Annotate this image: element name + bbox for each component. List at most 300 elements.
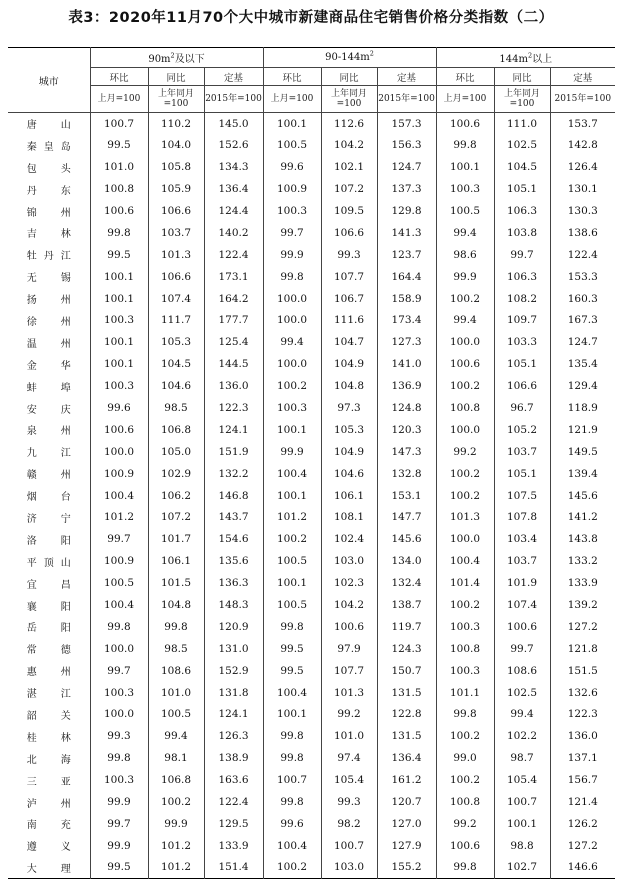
index-value-cell: 100.4 <box>90 594 148 616</box>
city-name-cell: 桂林 <box>8 725 90 747</box>
index-value-cell: 100.0 <box>90 441 148 463</box>
index-value-cell: 100.3 <box>263 397 321 419</box>
index-value-cell: 152.9 <box>204 660 263 682</box>
city-name-cell: 牡丹江 <box>8 244 90 266</box>
index-value-cell: 101.3 <box>321 682 377 704</box>
index-value-cell: 100.2 <box>436 463 494 485</box>
index-value-cell: 100.9 <box>263 178 321 200</box>
index-value-cell: 131.5 <box>377 725 436 747</box>
index-value-cell: 138.6 <box>567 226 598 239</box>
index-value-cell: 131.0 <box>204 638 263 660</box>
index-value-cell: 100.3 <box>90 310 148 332</box>
index-value-cell: 99.5 <box>90 857 148 879</box>
index-value-cell: 132.2 <box>204 463 263 485</box>
index-value-cell: 122.4 <box>204 244 263 266</box>
index-value-cell: 134.0 <box>377 550 436 572</box>
sub-header-fixed-base: 定基 <box>377 68 436 86</box>
index-value-cell: 104.5 <box>494 156 550 178</box>
table-row <box>8 813 615 835</box>
table-title: 表3：2020年11月70个大中城市新建商品住宅销售价格分类指数（二） <box>68 10 554 26</box>
index-value-cell: 100.1 <box>436 156 494 178</box>
index-value-cell: 99.5 <box>263 638 321 660</box>
index-value-cell: 99.2 <box>436 441 494 463</box>
index-value-cell: 110.2 <box>148 113 204 135</box>
index-value-cell: 101.3 <box>148 244 204 266</box>
index-value-cell: 126.4 <box>567 161 598 174</box>
index-value-cell: 105.4 <box>494 769 550 791</box>
index-value-cell: 102.5 <box>494 134 550 156</box>
index-value-cell: 121.4 <box>567 796 598 809</box>
city-name-cell: 烟台 <box>8 485 90 507</box>
group-header-144-above: $144m^2$以上 <box>436 48 615 68</box>
index-value-cell: 106.3 <box>494 266 550 288</box>
index-value-cell: 100.3 <box>90 769 148 791</box>
index-value-cell: 100.2 <box>436 725 494 747</box>
index-value-cell: 99.4 <box>436 310 494 332</box>
index-value-cell: 127.9 <box>377 835 436 857</box>
index-value-cell: 100.9 <box>90 463 148 485</box>
index-value-cell: 99.9 <box>436 266 494 288</box>
table-row <box>8 835 615 857</box>
table-row <box>8 244 615 266</box>
index-value-cell: 105.3 <box>148 331 204 353</box>
index-value-cell: 100.0 <box>436 419 494 441</box>
sub-header-mom: 环比 <box>263 68 321 86</box>
index-value-cell: 153.1 <box>377 485 436 507</box>
city-name-cell: 常德 <box>8 638 90 660</box>
index-value-cell: 101.0 <box>321 725 377 747</box>
index-value-cell: 109.7 <box>494 310 550 332</box>
index-value-cell: 119.7 <box>377 616 436 638</box>
index-value-cell: 120.3 <box>377 419 436 441</box>
index-value-cell: 130.3 <box>567 205 598 217</box>
index-value-cell: 120.9 <box>204 616 263 638</box>
table-row <box>8 353 615 375</box>
index-value-cell: 98.5 <box>148 638 204 660</box>
index-value-cell: 104.8 <box>321 375 377 397</box>
index-value-cell: 108.6 <box>494 660 550 682</box>
index-value-cell: 100.6 <box>90 419 148 441</box>
index-value-cell: 122.4 <box>204 791 263 813</box>
index-value-cell: 100.5 <box>148 704 204 726</box>
index-value-cell: 102.9 <box>148 463 204 485</box>
table-row <box>8 375 615 397</box>
index-value-cell: 104.6 <box>148 375 204 397</box>
index-value-cell: 100.2 <box>148 791 204 813</box>
index-value-cell: 132.4 <box>377 572 436 594</box>
base-label-last-month: 上月=100 <box>263 86 321 113</box>
table-row <box>8 725 615 747</box>
group-header-90-144: $90-144m^2$ <box>263 48 436 68</box>
index-value-cell: 100.0 <box>263 310 321 332</box>
index-value-cell: 133.2 <box>567 555 598 568</box>
index-value-cell: 103.7 <box>494 550 550 572</box>
index-value-cell: 103.7 <box>494 441 550 463</box>
index-value-cell: 105.1 <box>494 353 550 375</box>
index-value-cell: 122.4 <box>567 248 598 261</box>
table-row <box>8 594 615 616</box>
index-value-cell: 101.0 <box>148 682 204 704</box>
city-name-cell: 九江 <box>8 441 90 463</box>
index-value-cell: 101.2 <box>148 835 204 857</box>
index-value-cell: 100.4 <box>90 485 148 507</box>
index-value-cell: 152.6 <box>204 134 263 156</box>
sub-header-mom: 环比 <box>90 68 148 86</box>
index-value-cell: 107.2 <box>148 507 204 529</box>
index-value-cell: 99.9 <box>263 441 321 463</box>
index-value-cell: 99.0 <box>436 747 494 769</box>
index-value-cell: 147.7 <box>377 507 436 529</box>
index-value-cell: 129.8 <box>377 200 436 222</box>
index-value-cell: 100.0 <box>436 331 494 353</box>
index-value-cell: 97.3 <box>321 397 377 419</box>
index-value-cell: 104.0 <box>148 134 204 156</box>
index-value-cell: 100.8 <box>436 791 494 813</box>
index-value-cell: 105.2 <box>494 419 550 441</box>
city-name-cell: 洛阳 <box>8 528 90 550</box>
index-value-cell: 100.1 <box>263 113 321 135</box>
index-value-cell: 100.7 <box>321 835 377 857</box>
index-value-cell: 99.8 <box>263 266 321 288</box>
index-value-cell: 137.1 <box>567 752 598 765</box>
index-value-cell: 141.0 <box>377 353 436 375</box>
index-value-cell: 111.6 <box>321 310 377 332</box>
index-value-cell: 100.1 <box>494 813 550 835</box>
index-value-cell: 126.2 <box>567 817 598 830</box>
index-value-cell: 105.8 <box>148 156 204 178</box>
index-value-cell: 106.1 <box>148 550 204 572</box>
city-name-cell: 宜昌 <box>8 572 90 594</box>
city-name-cell: 北海 <box>8 747 90 769</box>
index-value-cell: 99.8 <box>263 616 321 638</box>
index-value-cell: 105.1 <box>494 463 550 485</box>
city-name-cell: 遵义 <box>8 835 90 857</box>
index-value-cell: 161.2 <box>377 769 436 791</box>
index-value-cell: 98.6 <box>436 244 494 266</box>
index-value-cell: 104.9 <box>321 441 377 463</box>
index-value-cell: 100.2 <box>436 485 494 507</box>
index-value-cell: 100.5 <box>263 594 321 616</box>
index-value-cell: 106.8 <box>148 419 204 441</box>
index-value-cell: 103.4 <box>494 528 550 550</box>
city-name-cell: 秦皇岛 <box>8 134 90 156</box>
index-value-cell: 104.5 <box>148 353 204 375</box>
index-value-cell: 100.5 <box>436 200 494 222</box>
index-value-cell: 105.9 <box>148 178 204 200</box>
index-value-cell: 107.2 <box>321 178 377 200</box>
index-value-cell: 100.9 <box>90 550 148 572</box>
index-value-cell: 99.8 <box>436 704 494 726</box>
table-row <box>8 200 615 222</box>
city-name-cell: 无锡 <box>8 266 90 288</box>
index-value-cell: 100.2 <box>436 769 494 791</box>
index-value-cell: 107.8 <box>494 507 550 529</box>
index-value-cell: 99.8 <box>148 616 204 638</box>
index-value-cell: 103.3 <box>494 331 550 353</box>
sub-header-yoy: 同比 <box>148 68 204 86</box>
city-name-cell: 徐州 <box>8 310 90 332</box>
index-value-cell: 100.6 <box>90 200 148 222</box>
index-value-cell: 134.3 <box>204 156 263 178</box>
index-value-cell: 99.8 <box>263 791 321 813</box>
index-value-cell: 124.7 <box>377 156 436 178</box>
index-value-cell: 101.5 <box>148 572 204 594</box>
index-value-cell: 100.1 <box>90 288 148 310</box>
index-value-cell: 98.5 <box>148 397 204 419</box>
index-value-cell: 108.6 <box>148 660 204 682</box>
index-value-cell: 148.3 <box>204 594 263 616</box>
index-value-cell: 101.7 <box>148 528 204 550</box>
group-header-90-below: $90m^2$及以下 <box>90 48 263 68</box>
table-row <box>8 288 615 310</box>
sub-header-mom: 环比 <box>436 68 494 86</box>
table-row <box>8 485 615 507</box>
index-value-cell: 139.2 <box>567 599 598 612</box>
index-value-cell: 100.2 <box>436 594 494 616</box>
index-value-cell: 100.4 <box>263 835 321 857</box>
index-value-cell: 100.2 <box>263 375 321 397</box>
index-value-cell: 99.9 <box>90 791 148 813</box>
index-value-cell: 100.3 <box>436 178 494 200</box>
index-value-cell: 100.7 <box>263 769 321 791</box>
city-name-cell: 襄阳 <box>8 594 90 616</box>
index-value-cell: 138.7 <box>377 594 436 616</box>
table-row <box>8 791 615 813</box>
index-value-cell: 105.0 <box>148 441 204 463</box>
index-value-cell: 133.9 <box>567 577 598 590</box>
index-value-cell: 130.1 <box>567 183 598 196</box>
index-value-cell: 97.9 <box>321 638 377 660</box>
index-value-cell: 101.4 <box>436 572 494 594</box>
index-value-cell: 100.0 <box>263 353 321 375</box>
index-value-cell: 100.0 <box>436 528 494 550</box>
index-value-cell: 153.3 <box>567 270 598 283</box>
index-value-cell: 156.3 <box>377 134 436 156</box>
index-value-cell: 104.6 <box>321 463 377 485</box>
index-value-cell: 104.8 <box>148 594 204 616</box>
index-value-cell: 156.7 <box>567 774 598 787</box>
table-row <box>8 463 615 485</box>
index-value-cell: 104.9 <box>321 353 377 375</box>
index-value-cell: 104.7 <box>321 331 377 353</box>
base-label-last-month: 上月=100 <box>436 86 494 113</box>
index-value-cell: 99.4 <box>148 725 204 747</box>
index-value-cell: 99.5 <box>263 660 321 682</box>
index-value-cell: 102.5 <box>494 682 550 704</box>
index-value-cell: 124.8 <box>377 397 436 419</box>
table-row <box>8 682 615 704</box>
index-value-cell: 136.0 <box>204 375 263 397</box>
index-value-cell: 143.8 <box>567 533 598 546</box>
index-value-cell: 100.6 <box>494 616 550 638</box>
sub-header-yoy: 同比 <box>494 68 550 86</box>
city-name-cell: 平顶山 <box>8 550 90 572</box>
index-value-cell: 99.9 <box>90 835 148 857</box>
city-name-cell: 吉林 <box>8 222 90 244</box>
index-value-cell: 124.7 <box>567 336 598 349</box>
index-value-cell: 164.2 <box>204 288 263 310</box>
index-value-cell: 99.8 <box>90 616 148 638</box>
table-row <box>8 857 615 879</box>
index-value-cell: 102.7 <box>494 857 550 879</box>
sub-header-yoy: 同比 <box>321 68 377 86</box>
index-value-cell: 108.1 <box>321 507 377 529</box>
index-value-cell: 151.5 <box>567 664 598 677</box>
index-value-cell: 106.6 <box>494 375 550 397</box>
base-label-last-year: 上年同月=100 <box>494 86 550 113</box>
index-value-cell: 111.7 <box>148 310 204 332</box>
index-value-cell: 132.6 <box>567 686 598 699</box>
index-value-cell: 124.1 <box>204 419 263 441</box>
index-value-cell: 122.3 <box>567 708 598 721</box>
index-value-cell: 145.0 <box>204 113 263 135</box>
base-label-2015: 2015年=100 <box>204 86 263 113</box>
index-value-cell: 99.4 <box>436 222 494 244</box>
index-value-cell: 100.6 <box>321 616 377 638</box>
index-value-cell: 103.7 <box>148 222 204 244</box>
index-value-cell: 99.3 <box>321 791 377 813</box>
city-name-cell: 扬州 <box>8 288 90 310</box>
index-value-cell: 99.7 <box>494 244 550 266</box>
table-row <box>8 134 615 156</box>
index-value-cell: 100.0 <box>90 704 148 726</box>
index-value-cell: 100.8 <box>90 178 148 200</box>
index-value-cell: 127.2 <box>567 839 598 852</box>
index-value-cell: 106.2 <box>148 485 204 507</box>
index-value-cell: 100.1 <box>90 266 148 288</box>
index-value-cell: 157.3 <box>377 113 436 135</box>
index-value-cell: 132.8 <box>377 463 436 485</box>
city-name-cell: 大理 <box>8 857 90 879</box>
index-value-cell: 173.1 <box>204 266 263 288</box>
index-value-cell: 107.4 <box>494 594 550 616</box>
index-value-cell: 99.3 <box>321 244 377 266</box>
index-value-cell: 97.4 <box>321 747 377 769</box>
index-value-cell: 150.7 <box>377 660 436 682</box>
index-value-cell: 100.4 <box>436 550 494 572</box>
index-value-cell: 106.6 <box>148 200 204 222</box>
city-name-cell: 金华 <box>8 353 90 375</box>
index-value-cell: 100.8 <box>436 397 494 419</box>
index-value-cell: 147.3 <box>377 441 436 463</box>
table-row <box>8 507 615 529</box>
index-value-cell: 99.7 <box>263 222 321 244</box>
index-value-cell: 154.6 <box>204 528 263 550</box>
index-value-cell: 126.3 <box>204 725 263 747</box>
index-value-cell: 106.3 <box>494 200 550 222</box>
index-value-cell: 107.7 <box>321 266 377 288</box>
index-value-cell: 100.5 <box>263 134 321 156</box>
city-name-cell: 唐山 <box>8 113 90 135</box>
table-row <box>8 660 615 682</box>
table-row <box>8 397 615 419</box>
index-value-cell: 100.3 <box>90 682 148 704</box>
index-value-cell: 101.0 <box>90 156 148 178</box>
index-value-cell: 99.7 <box>90 660 148 682</box>
index-value-cell: 109.5 <box>321 200 377 222</box>
table-row <box>8 638 615 660</box>
index-value-cell: 99.8 <box>436 857 494 879</box>
city-name-cell: 湛江 <box>8 682 90 704</box>
index-value-cell: 141.2 <box>567 511 598 524</box>
index-value-cell: 136.4 <box>204 178 263 200</box>
index-value-cell: 131.8 <box>204 682 263 704</box>
index-value-cell: 99.8 <box>436 134 494 156</box>
index-value-cell: 112.6 <box>321 113 377 135</box>
table-row <box>8 178 615 200</box>
index-value-cell: 100.2 <box>263 528 321 550</box>
index-value-cell: 100.6 <box>436 835 494 857</box>
table-header <box>8 48 615 113</box>
index-value-cell: 103.8 <box>494 222 550 244</box>
index-value-cell: 131.5 <box>377 682 436 704</box>
index-value-cell: 100.8 <box>436 638 494 660</box>
index-value-cell: 100.1 <box>263 704 321 726</box>
index-value-cell: 139.4 <box>567 467 598 480</box>
city-name-cell: 锦州 <box>8 200 90 222</box>
city-name-cell: 安庆 <box>8 397 90 419</box>
index-value-cell: 100.4 <box>263 463 321 485</box>
city-name-cell: 蚌埠 <box>8 375 90 397</box>
index-value-cell: 107.7 <box>321 660 377 682</box>
index-value-cell: 101.2 <box>148 857 204 879</box>
index-value-cell: 120.7 <box>377 791 436 813</box>
index-value-cell: 127.0 <box>377 813 436 835</box>
index-value-cell: 105.1 <box>494 178 550 200</box>
index-value-cell: 100.4 <box>263 682 321 704</box>
index-value-cell: 146.8 <box>204 485 263 507</box>
index-value-cell: 100.6 <box>436 353 494 375</box>
index-value-cell: 104.2 <box>321 134 377 156</box>
index-value-cell: 127.2 <box>567 620 598 633</box>
index-value-cell: 107.4 <box>148 288 204 310</box>
index-value-cell: 111.0 <box>494 113 550 135</box>
index-value-cell: 137.3 <box>377 178 436 200</box>
index-value-cell: 141.3 <box>377 222 436 244</box>
index-value-cell: 151.9 <box>204 441 263 463</box>
index-value-cell: 99.8 <box>263 725 321 747</box>
index-value-cell: 100.2 <box>436 375 494 397</box>
index-value-cell: 100.1 <box>263 419 321 441</box>
index-value-cell: 101.9 <box>494 572 550 594</box>
index-value-cell: 105.3 <box>321 419 377 441</box>
index-value-cell: 100.1 <box>263 572 321 594</box>
index-value-cell: 100.2 <box>263 857 321 879</box>
index-value-cell: 99.4 <box>494 704 550 726</box>
city-name-cell: 南充 <box>8 813 90 835</box>
table-body <box>8 113 615 879</box>
index-value-cell: 100.1 <box>263 485 321 507</box>
index-value-cell: 142.8 <box>567 139 598 152</box>
index-value-cell: 153.7 <box>567 117 598 130</box>
index-value-cell: 123.7 <box>377 244 436 266</box>
city-name-cell: 丹东 <box>8 178 90 200</box>
base-label-2015: 2015年=100 <box>550 86 615 113</box>
index-value-cell: 106.8 <box>148 769 204 791</box>
index-value-cell: 124.3 <box>377 638 436 660</box>
index-value-cell: 100.5 <box>263 550 321 572</box>
index-value-cell: 100.0 <box>263 288 321 310</box>
index-value-cell: 99.6 <box>90 397 148 419</box>
index-value-cell: 99.6 <box>263 813 321 835</box>
index-value-cell: 99.2 <box>436 813 494 835</box>
city-name-cell: 济宁 <box>8 507 90 529</box>
index-value-cell: 145.6 <box>567 489 598 502</box>
index-value-cell: 98.7 <box>494 747 550 769</box>
index-value-cell: 106.1 <box>321 485 377 507</box>
index-value-cell: 122.8 <box>377 704 436 726</box>
index-value-cell: 177.7 <box>204 310 263 332</box>
